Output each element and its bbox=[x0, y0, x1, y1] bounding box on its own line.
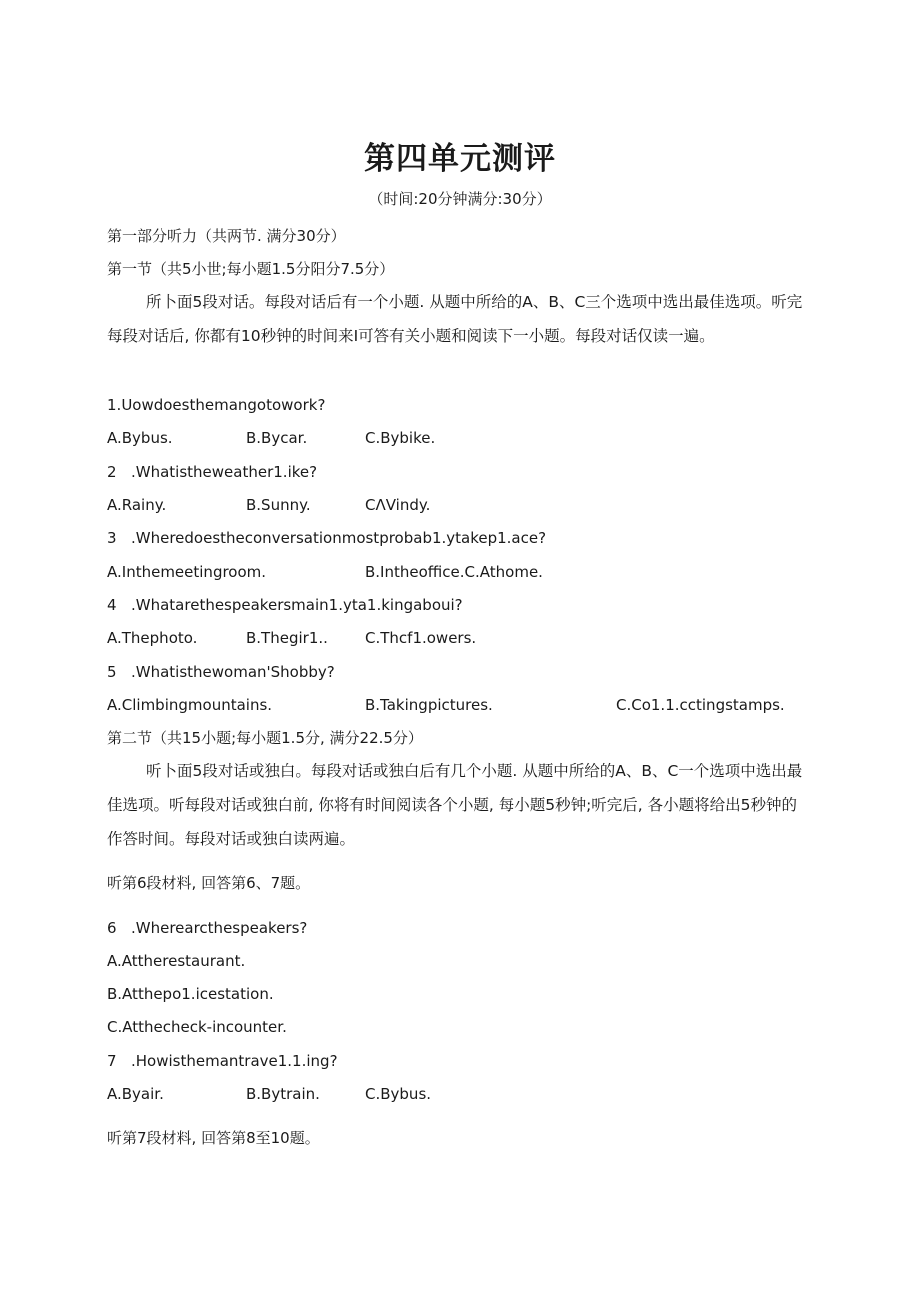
option-b: B.Bycar. bbox=[246, 429, 308, 447]
option-b: B.Bytrain. bbox=[246, 1085, 320, 1103]
question-number: 6 bbox=[107, 919, 117, 937]
question-1 bbox=[107, 395, 325, 415]
section2-instructions: 听卜面5段对话或独白。每段对话或独白后有几个小题. 从题中所给的A、B、C一个选项中选出最佳选项。听每段对话或独白前, 你将有时间阅读各个小题, 每小题5秒钟;听完后, 各小题将给出5秒钟的作答时间。每段对话或独白读两遍。 bbox=[107, 762, 803, 848]
option-c: C.Bybus. bbox=[365, 1085, 432, 1103]
page-title: 第四单元测评 bbox=[364, 141, 556, 177]
question-number: 2 bbox=[107, 463, 117, 481]
option-c: CΛVindy. bbox=[365, 496, 431, 514]
option-b: B.Sunny. bbox=[246, 496, 311, 514]
question-number: 1. bbox=[107, 396, 122, 414]
material-6-heading: 听第6段材料, 回答第6、7题。 bbox=[107, 874, 311, 892]
option-b: B.Intheoffice.C.Athome. bbox=[365, 563, 543, 581]
option-c: C.Co1.1.cctingstamps. bbox=[616, 696, 785, 714]
option-b: B.Atthepo1.icestation. bbox=[107, 985, 274, 1003]
option-c: C.Bybike. bbox=[365, 429, 436, 447]
option-c: C.Thcf1.owers. bbox=[365, 629, 477, 647]
option-a: A.Attherestaurant. bbox=[107, 952, 246, 970]
option-a: A.Bybus. bbox=[107, 429, 173, 447]
question-text: .Whatistheweather1.ike? bbox=[131, 463, 318, 481]
question-5 bbox=[107, 662, 335, 682]
section1-instructions: 所卜面5段对话。每段对话后有一个小题. 从题中所给的A、B、C三个选项中选出最佳选项。听完每段对话后, 你都有10秒钟的时间来Ⅰ可答有关小题和阅读下一小题。每段对话仅读一遍。 bbox=[107, 293, 803, 345]
section2-heading: 第二节（共15小题;每小题1.5分, 满分22.5分） bbox=[107, 729, 423, 747]
option-a: A.Rainy. bbox=[107, 496, 167, 514]
question-2 bbox=[107, 462, 317, 482]
question-text: .Whatisthewoman'Shobby? bbox=[131, 663, 335, 681]
question-text: .Wherearcthespeakers? bbox=[131, 919, 308, 937]
question-7 bbox=[107, 1051, 338, 1071]
option-a: A.Byair. bbox=[107, 1085, 164, 1103]
question-3 bbox=[107, 528, 546, 548]
question-text: .Wheredoestheconversationmostprobab1.ytakep1.ace? bbox=[131, 529, 547, 547]
question-text: .Howisthemantrave1.1.ing? bbox=[131, 1052, 338, 1070]
question-number: 3 bbox=[107, 529, 117, 547]
option-b: B.Takingpictures. bbox=[365, 696, 493, 714]
section1-heading: 第一节（共5小世;每小题1.5分阳分7.5分） bbox=[107, 260, 395, 278]
question-4 bbox=[107, 595, 463, 615]
option-a: A.Climbingmountains. bbox=[107, 696, 273, 714]
question-text: .Whatarethespeakersmain1.yta1.kingaboui? bbox=[131, 596, 463, 614]
question-number: 5 bbox=[107, 663, 117, 681]
page-subtitle: （时间:20分钟满分:30分） bbox=[368, 190, 552, 208]
part1-heading: 第一部分听力（共两节. 满分30分） bbox=[107, 227, 346, 245]
option-a: A.Inthemeetingroom. bbox=[107, 563, 267, 581]
option-b: B.Thegir1.. bbox=[246, 629, 328, 647]
question-text: Uowdoesthemangotowork? bbox=[121, 396, 326, 414]
material-7-heading: 听第7段材料, 回答第8至10题。 bbox=[107, 1129, 320, 1147]
question-number: 7 bbox=[107, 1052, 117, 1070]
option-c: C.Atthecheck-incounter. bbox=[107, 1018, 287, 1036]
question-6 bbox=[107, 918, 307, 938]
question-number: 4 bbox=[107, 596, 117, 614]
option-a: A.Thephoto. bbox=[107, 629, 198, 647]
